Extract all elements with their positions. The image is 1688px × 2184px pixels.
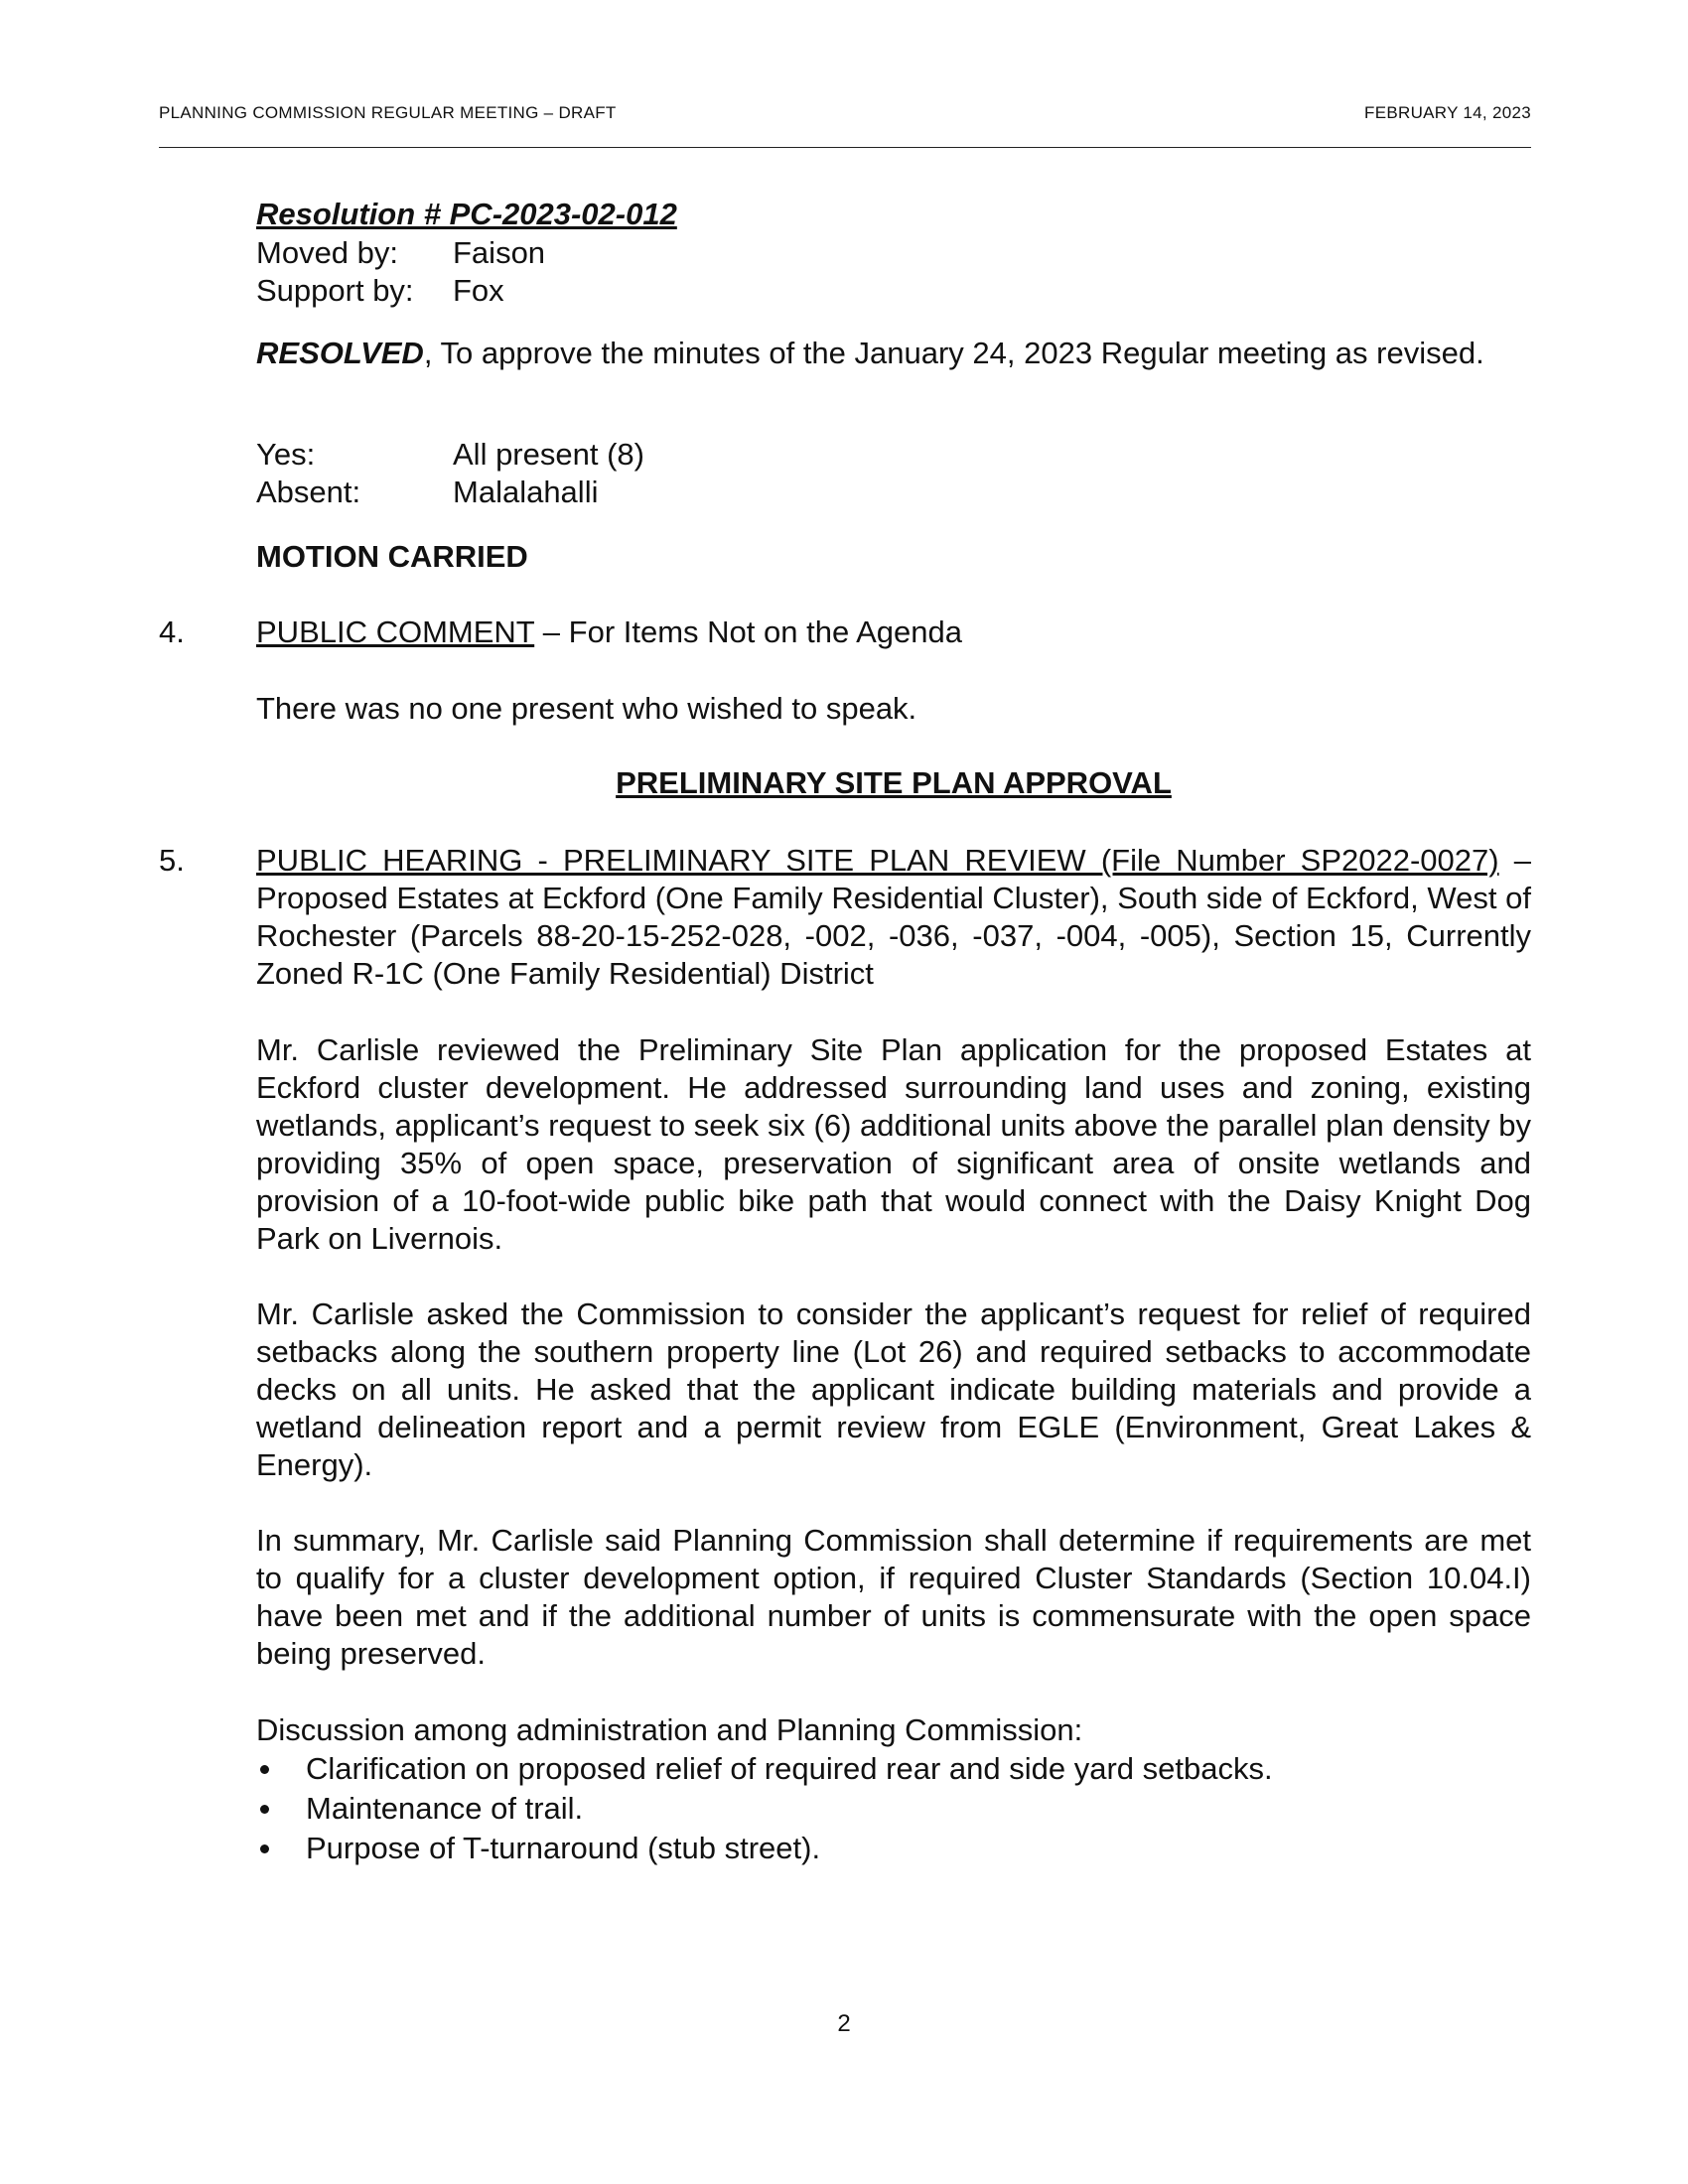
list-item xyxy=(256,1789,1531,1829)
yes-label: Yes: xyxy=(256,437,316,472)
support-by-value: Fox xyxy=(453,273,504,308)
item-5-heading-label: PUBLIC HEARING - PRELIMINARY SITE PLAN REVIEW (File Number SP2022-0027) xyxy=(256,843,1499,878)
header-date: FEBRUARY 14, 2023 xyxy=(1364,103,1531,122)
bullet-icon xyxy=(260,1765,269,1774)
bullet-icon xyxy=(260,1805,269,1814)
support-by-label: Support by: xyxy=(256,273,414,308)
page-number: 2 xyxy=(837,2010,851,2037)
header-divider xyxy=(159,147,1531,148)
item-4-number: 4. xyxy=(159,614,185,649)
section-heading: PRELIMINARY SITE PLAN APPROVAL xyxy=(616,765,1172,800)
resolution-title: Resolution # PC-2023-02-012 xyxy=(256,197,677,231)
list-item-text: Maintenance of trail. xyxy=(306,1791,584,1826)
yes-value: All present (8) xyxy=(453,437,644,472)
support-by-row xyxy=(256,272,504,310)
bullet-icon xyxy=(260,1844,269,1853)
item-4-heading xyxy=(256,614,1531,651)
item-4-heading-rest: – For Items Not on the Agenda xyxy=(534,614,962,649)
item-4-heading-label: PUBLIC COMMENT xyxy=(256,614,535,649)
header-title: PLANNING COMMISSION REGULAR MEETING – DRAFT xyxy=(159,103,617,122)
list-item xyxy=(256,1829,1531,1868)
item-5-paragraph-3: In summary, Mr. Carlisle said Planning Commission shall determine if requirements are met to qualify for a cluster development option, if required Cluster Standards (Section 10.04.I) have been met and if the additional number of units is commensurate with the open space being preserved. xyxy=(256,1523,1531,1671)
list-item-text: Purpose of T-turnaround (stub street). xyxy=(306,1831,821,1865)
item-5-paragraph-2: Mr. Carlisle asked the Commission to consider the applicant’s request for relief of required setbacks along the southern property line (Lot 26) and required setbacks to accommodate decks on all units. He asked that the applicant indicate building materials and provide a wetland delineation report and a permit review from EGLE (Environment, Great Lakes & Energy). xyxy=(256,1297,1531,1482)
absent-value: Malalahalli xyxy=(453,475,599,509)
item-4-text: There was no one present who wished to speak. xyxy=(256,691,917,726)
discussion-list xyxy=(256,1749,1531,1868)
item-5-heading-rest: – Proposed Estates at Eckford (One Family Residential Cluster), South side of Eckford, West of Rochester (Parcels 88-20-15-252-028, -002, -036, -037, -004, -005), Section 15, Currently Zoned R-1C (One Family Residential) District xyxy=(256,843,1531,991)
vote-absent-row xyxy=(256,474,598,511)
discussion-intro: Discussion among administration and Planning Commission: xyxy=(256,1712,1083,1747)
list-item xyxy=(256,1749,1531,1789)
item-5-paragraph-1: Mr. Carlisle reviewed the Preliminary Site Plan application for the proposed Estates at Eckford cluster development. He addressed surrounding land uses and zoning, existing wetlands, applicant’s request to seek six (6) additional units above the parallel plan density by providing 35% of open space, preservation of significant area of onsite wetlands and provision of a 10-foot-wide public bike path that would connect with the Daisy Knight Dog Park on Livernois. xyxy=(256,1032,1531,1256)
moved-by-label: Moved by: xyxy=(256,235,399,270)
vote-yes-row xyxy=(256,436,644,474)
resolved-text: , To approve the minutes of the January 24, 2023 Regular meeting as revised. xyxy=(423,336,1484,370)
list-item-text: Clarification on proposed relief of required rear and side yard setbacks. xyxy=(306,1751,1273,1786)
absent-label: Absent: xyxy=(256,475,361,509)
item-5-number: 5. xyxy=(159,843,185,878)
resolved-word: RESOLVED xyxy=(256,336,424,370)
item-5-heading xyxy=(256,842,1531,993)
resolved-paragraph xyxy=(256,335,1531,372)
motion-status: MOTION CARRIED xyxy=(256,539,528,574)
moved-by-value: Faison xyxy=(453,235,546,270)
moved-by-row xyxy=(256,234,545,272)
